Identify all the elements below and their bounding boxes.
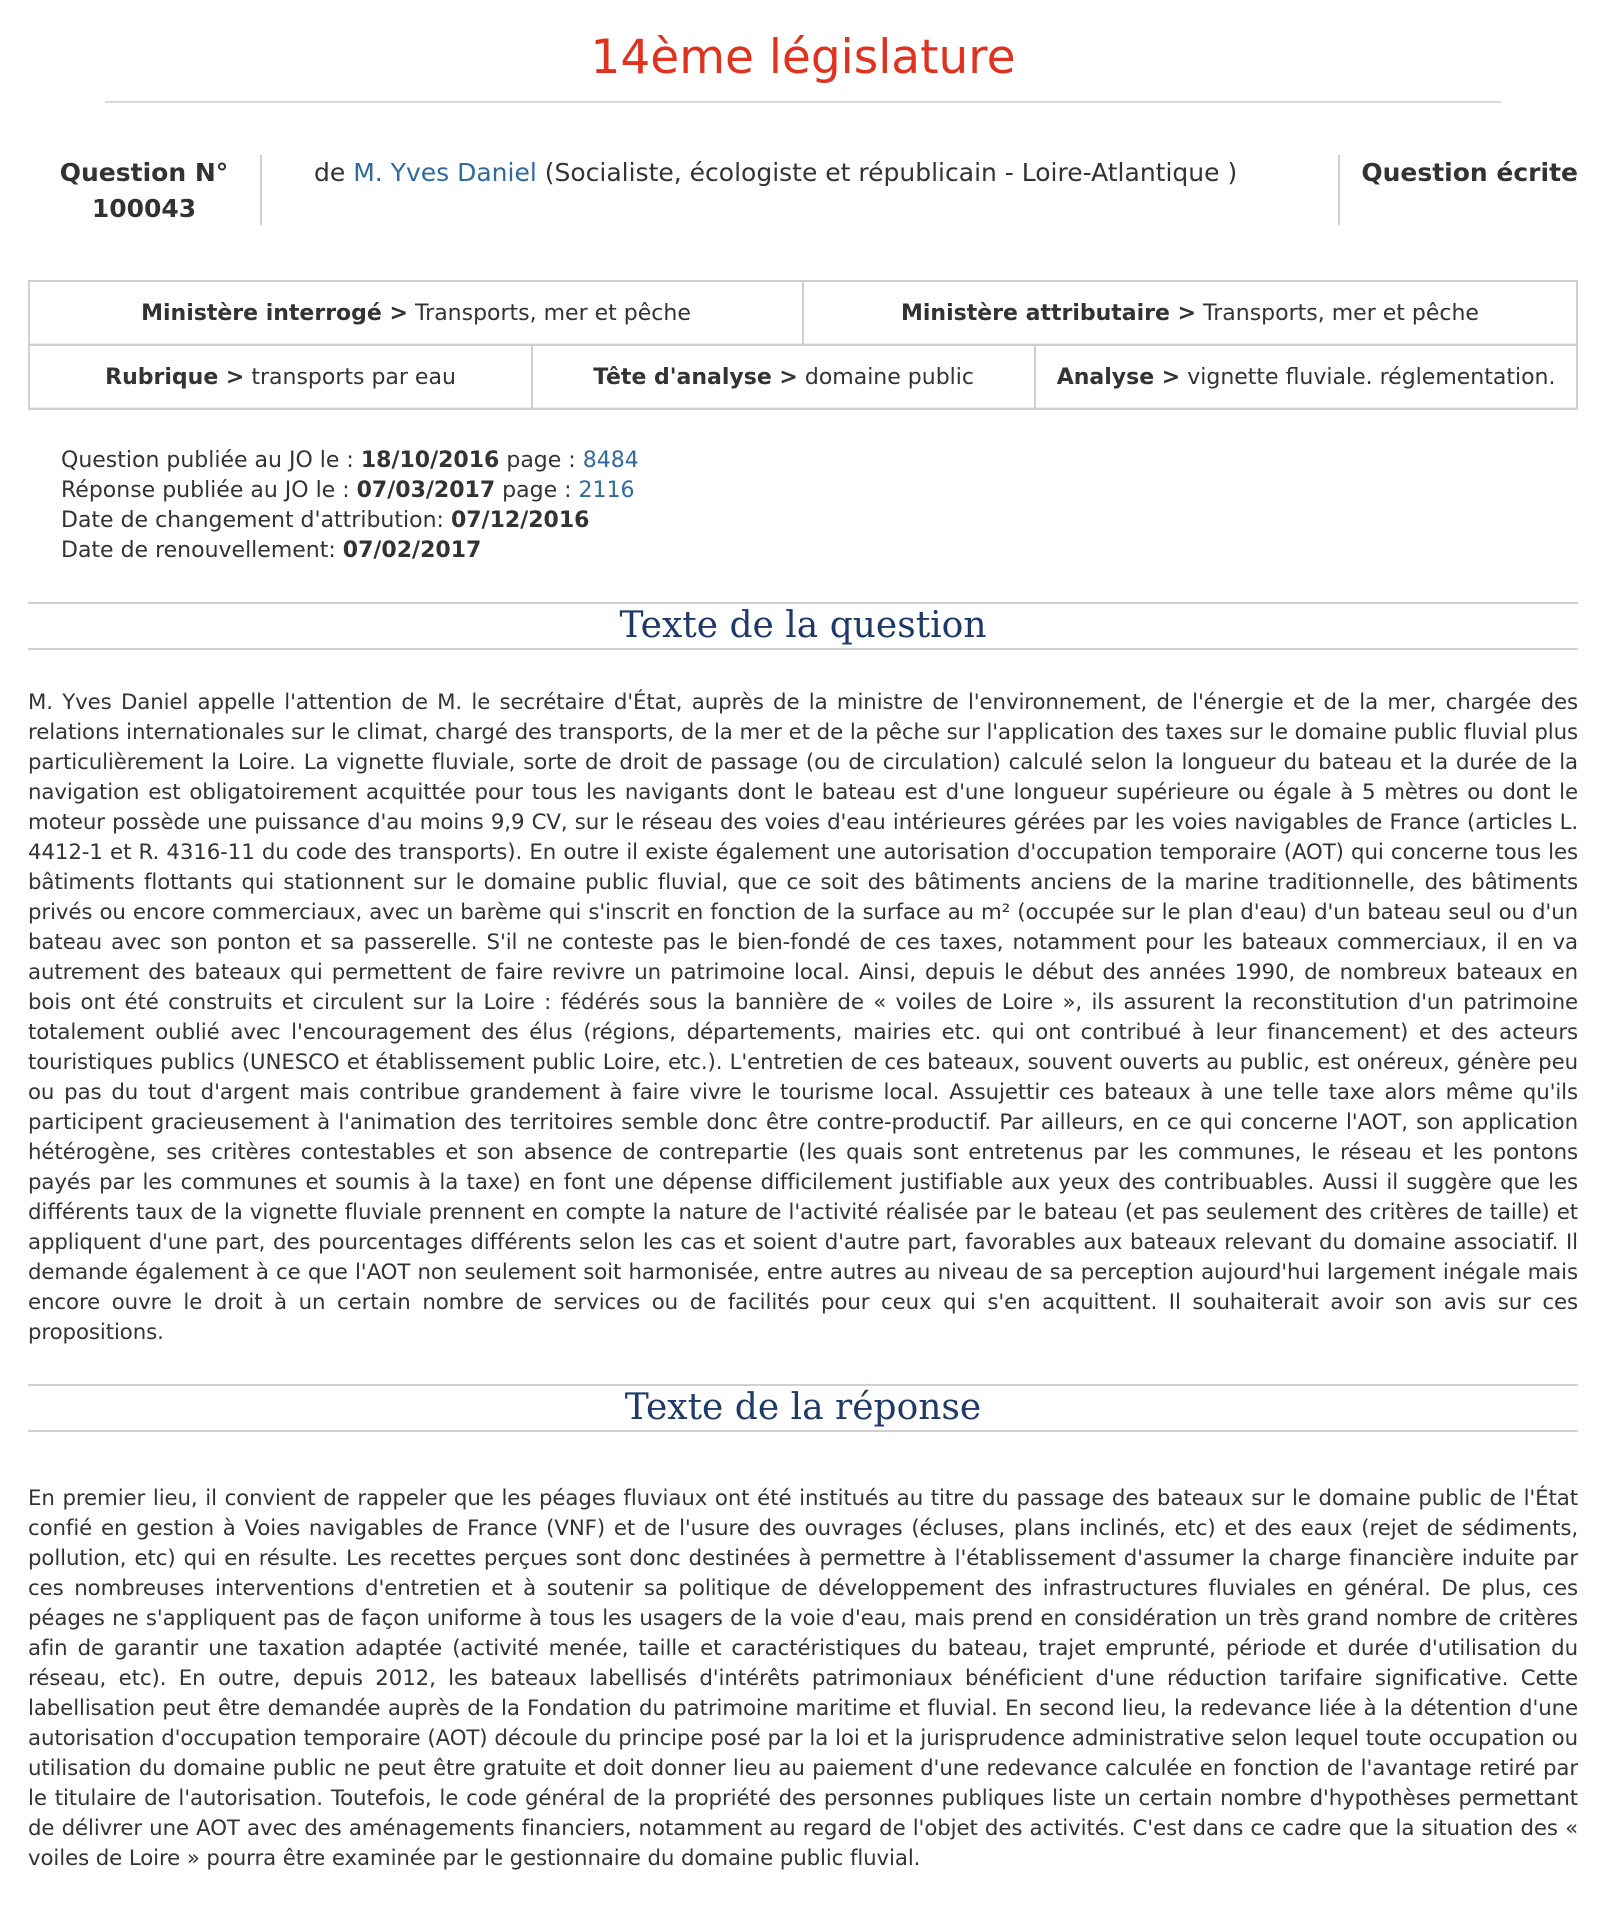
author-affiliation: (Socialiste, écologiste et républicain - Loire-Atlantique ): [544, 158, 1238, 187]
tete-analyse-cell: [532, 345, 1035, 409]
reponse-section-header: [28, 1384, 1578, 1432]
reponse-publication-line: [61, 476, 1578, 506]
ministere-interroge-cell: [29, 281, 803, 345]
question-section-title: Texte de la question: [619, 605, 987, 646]
reponse-page-label: page :: [502, 478, 572, 503]
attribution-change-label: Date de changement d'attribution:: [61, 508, 444, 533]
question-section-header: [28, 602, 1578, 650]
renewal-date: 07/02/2017: [342, 538, 482, 563]
analyse-cell: [1035, 345, 1577, 409]
legislature-title: 14ème législature: [590, 30, 1016, 85]
reponse-page-link[interactable]: 2116: [578, 478, 635, 503]
metadata-row: [29, 281, 1577, 345]
reponse-published-label: Réponse publiée au JO le :: [61, 478, 350, 503]
question-page-link[interactable]: 8484: [582, 448, 639, 473]
question-published-date: 18/10/2016: [360, 448, 500, 473]
question-header: [28, 155, 1578, 225]
question-published-label: Question publiée au JO le :: [61, 448, 354, 473]
reponse-published-date: 07/03/2017: [356, 478, 496, 503]
renewal-label: Date de renouvellement:: [61, 538, 336, 563]
author-link[interactable]: M. Yves Daniel: [353, 158, 537, 187]
ministere-interroge-value: Transports, mer et pêche: [414, 300, 691, 326]
ministere-interroge-label: Ministère interrogé >: [141, 300, 408, 326]
rubrique-cell: [29, 345, 532, 409]
analyse-value: vignette fluviale. réglementation.: [1187, 364, 1556, 390]
renewal-line: [61, 536, 1578, 566]
question-text: M. Yves Daniel appelle l'attention de M. le secrétaire d'État, auprès de la ministre de l'environnement, de l'énergie et de la mer, chargée des relations internationales sur le climat, chargé des transports, de la mer et de la pêche sur l'application des taxes sur le domaine public fluvial plus particulièrement la Loire. La vignette fluviale, sorte de droit de passage (ou de circulation) calculé selon la longueur du bateau et la durée de la navigation est obligatoirement acquittée pour tous les navigants dont le bateau est d'une longueur supérieure ou égale à 5 mètres ou dont le moteur possède une puissance d'au moins 9,9 CV, sur le réseau des voies d'eau intérieures gérées par les voies navigables de France (articles L. 4412-1 et R. 4316-11 du code des transports). En outre il existe également une autorisation d'occupation temporaire (AOT) qui concerne tous les bâtiments flottants qui stationnent sur le domaine public fluvial, que ce soit des bâtiments anciens de la marine traditionnelle, des bâtiments privés ou encore commerciaux, avec un barème qui s'inscrit en fonction de la surface au m² (occupée sur le plan d'eau) d'un bateau seul ou d'un bateau avec son ponton et sa passerelle. S'il ne conteste pas le bien-fondé de ces taxes, notamment pour les bateaux commerciaux, il en va autrement des bateaux qui permettent de faire revivre un patrimoine local. Ainsi, depuis le début des années 1990, de nombreux bateaux en bois ont été construits et circulent sur la Loire : fédérés sous la bannière de « voiles de Loire », ils assurent la reconstitution d'un patrimoine totalement oublié avec l'encouragement des élus (régions, départements, mairies etc. qui ont contribué à leur financement) et des acteurs touristiques publics (UNESCO et établissement public Loire, etc.). L'entretien de ces bateaux, souvent ouverts au public, est onéreux, génère peu ou pas du tout d'argent mais contribue grandement à faire vivre le tourisme local. Assujettir ces bateaux à une telle taxe alors même qu'ils participent gracieusement à l'animation des territoires semble donc être contre-productif. Par ailleurs, en ce qui concerne l'AOT, son application hétérogène, ses critères contestables et son absence de contrepartie (les quais sont entretenus par les communes, le réseau et les pontons payés par les communes et soumis à la taxe) en font une dépense difficilement justifiable aux yeux des contribuables. Aussi il suggère que les différents taux de la vignette fluviale prennent en compte la nature de l'activité réalisée par le bateau (et pas seulement des critères de taille) et appliquent d'une part, des pourcentages différents selon les cas et soient d'autre part, favorables aux bateaux relevant du domaine associatif. Il demande également à ce que l'AOT non seulement soit harmonisée, entre autres au niveau de sa perception aujourd'hui largement inégale mais encore ouvre le droit à un certain nombre de services ou de facilités pour ceux qui s'en acquittent. Il souhaiterait avoir son avis sur ces propositions.: [28, 690, 1578, 1345]
question-number: 100043: [91, 194, 197, 223]
rubrique-value: transports par eau: [251, 364, 456, 390]
publication-dates: [61, 446, 1578, 566]
question-number-label: Question N°: [59, 158, 229, 187]
title-divider: [105, 101, 1501, 103]
reponse-text: En premier lieu, il convient de rappeler que les péages fluviaux ont été institués au titre du passage des bateaux sur le domaine public de l'État confié en gestion à Voies navigables de France (VNF) et de l'usure des ouvrages (écluses, plans inclinés, etc) et des eaux (rejet de sédiments, pollution, etc) qui en résulte. Les recettes perçues sont donc destinées à permettre à l'établissement d'assumer la charge financière induite par ces nombreuses interventions d'entretien et à soutenir sa politique de développement des infrastructures fluviales en général. De plus, ces péages ne s'appliquent pas de façon uniforme à tous les usagers de la voie d'eau, mais prend en considération un très grand nombre de critères afin de garantir une taxation adaptée (activité menée, taille et caractéristiques du bateau, trajet emprunté, période et durée d'utilisation du réseau, etc). En outre, depuis 2012, les bateaux labellisés d'intérêts patrimoniaux bénéficient d'une réduction tarifaire significative. Cette labellisation peut être demandée auprès de la Fondation du patrimoine maritime et fluvial. En second lieu, la redevance liée à la détention d'une autorisation d'occupation temporaire (AOT) découle du principe posé par la loi et la jurisprudence administrative selon lequel toute occupation ou utilisation du domaine public ne peut être gratuite et doit donner lieu au paiement d'une redevance calculée en fonction de l'avantage retiré par le titulaire de l'autorisation. Toutefois, le code général de la propriété des personnes publiques liste un certain nombre d'hypothèses permettant de délivrer une AOT avec des aménagements financiers, notamment au regard de l'objet des activités. C'est dans ce cadre que la situation des « voiles de Loire » pourra être examinée par le gestionnaire du domaine public fluvial.: [28, 1486, 1578, 1871]
rubrique-label: Rubrique >: [105, 364, 245, 390]
question-publication-line: [61, 446, 1578, 476]
question-author: [262, 155, 1340, 225]
attribution-change-date: 07/12/2016: [450, 508, 590, 533]
tete-analyse-label: Tête d'analyse >: [593, 364, 798, 390]
metadata-row: [29, 345, 1577, 409]
analyse-label: Analyse >: [1056, 364, 1181, 390]
tete-analyse-value: domaine public: [804, 364, 974, 390]
author-prefix: de: [314, 158, 346, 187]
metadata-table: [28, 280, 1578, 410]
ministere-attributaire-value: Transports, mer et pêche: [1203, 300, 1479, 326]
reponse-section-title: Texte de la réponse: [624, 1387, 982, 1428]
question-type: Question écrite: [1361, 158, 1578, 187]
ministere-attributaire-label: Ministère attributaire >: [901, 300, 1197, 326]
attribution-change-line: [61, 506, 1578, 536]
question-number-block: [28, 155, 262, 225]
ministere-attributaire-cell: [803, 281, 1577, 345]
question-page-label: page :: [506, 448, 576, 473]
